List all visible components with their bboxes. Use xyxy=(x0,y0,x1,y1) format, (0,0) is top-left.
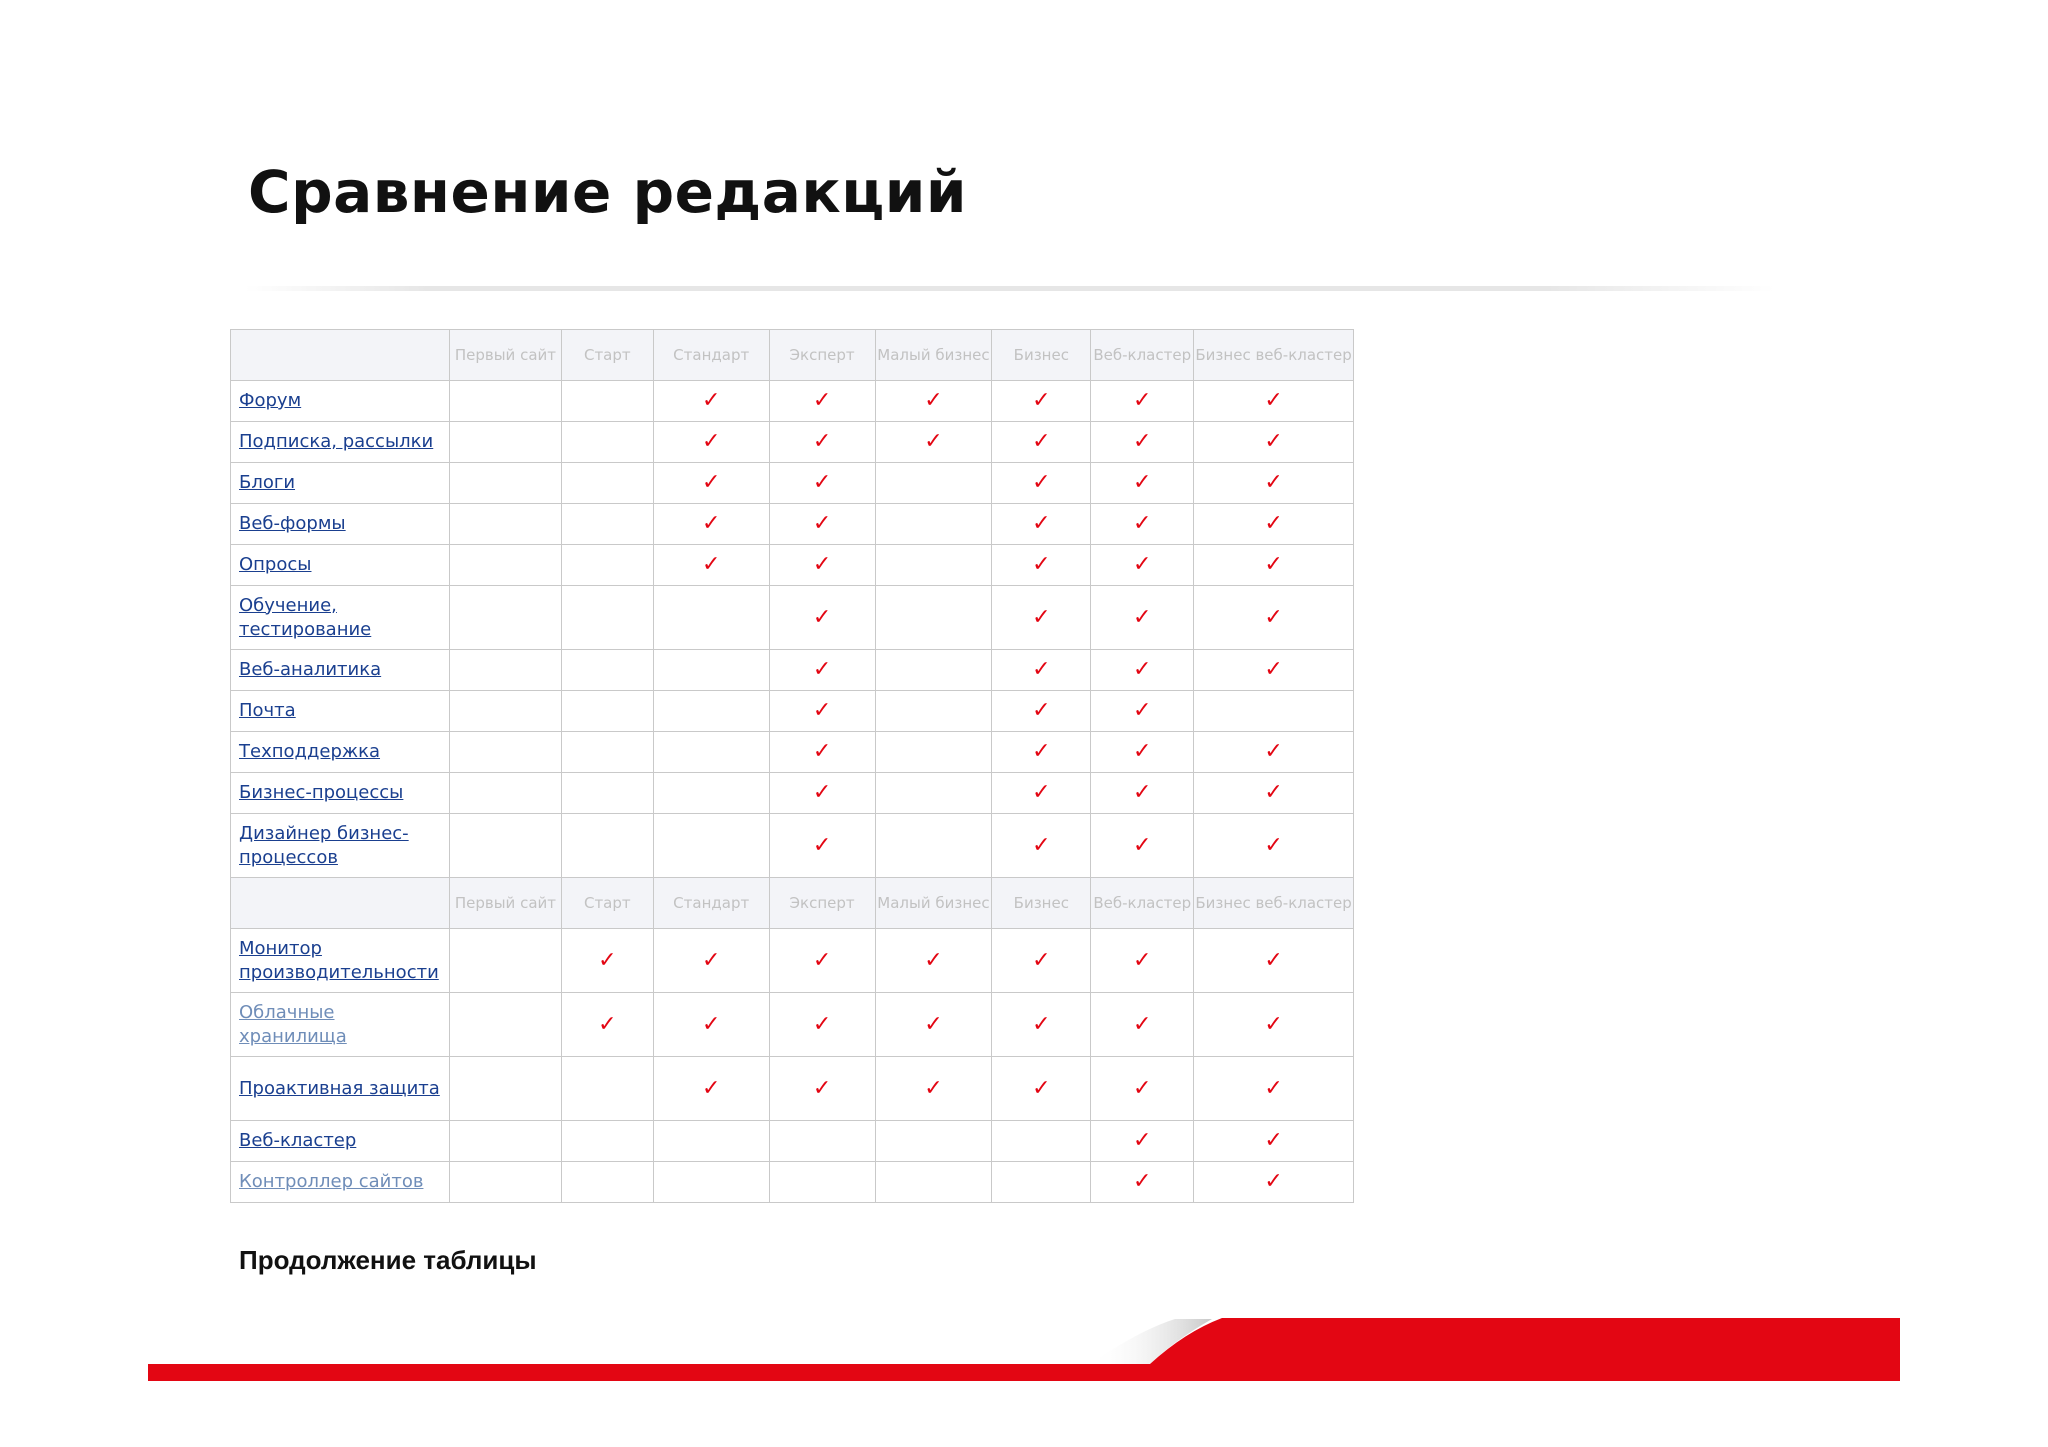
column-header: Первый сайт xyxy=(449,878,561,929)
checkmark-icon: ✓ xyxy=(812,1075,832,1101)
feature-link[interactable]: Дизайнер бизнес-процессов xyxy=(239,822,409,868)
checkmark-icon: ✓ xyxy=(924,388,943,413)
checkmark-icon: ✓ xyxy=(812,388,832,413)
checkmark-icon: ✓ xyxy=(1264,832,1283,858)
feature-link[interactable]: Веб-кластер xyxy=(239,1130,357,1151)
checkmark-icon: ✓ xyxy=(1264,1169,1283,1194)
checkmark-icon: ✓ xyxy=(812,657,832,682)
page-title: Сравнение редакций xyxy=(248,158,968,226)
checkmark-icon: ✓ xyxy=(1133,657,1152,682)
checkmark-icon: ✓ xyxy=(1264,739,1283,764)
checkmark-icon: ✓ xyxy=(1133,739,1152,764)
feature-link[interactable]: Техподдержка xyxy=(239,741,381,762)
checkmark-icon: ✓ xyxy=(1032,604,1051,630)
checkmark-icon: ✓ xyxy=(1032,657,1051,682)
checkmark-icon: ✓ xyxy=(812,739,832,764)
checkmark-icon: ✓ xyxy=(1264,947,1283,973)
checkmark-icon: ✓ xyxy=(924,429,943,454)
checkmark-icon: ✓ xyxy=(924,1011,943,1037)
checkmark-icon: ✓ xyxy=(1133,552,1152,577)
checkmark-icon: ✓ xyxy=(812,780,832,805)
checkmark-icon: ✓ xyxy=(1133,429,1152,454)
checkmark-icon: ✓ xyxy=(1133,780,1152,805)
checkmark-icon: ✓ xyxy=(1032,511,1051,536)
checkmark-icon: ✓ xyxy=(1032,552,1051,577)
checkmark-icon: ✓ xyxy=(1264,657,1283,682)
checkmark-icon: ✓ xyxy=(1264,511,1283,536)
checkmark-icon: ✓ xyxy=(1133,947,1152,973)
checkmark-icon: ✓ xyxy=(1133,1169,1152,1194)
checkmark-icon: ✓ xyxy=(1032,947,1051,973)
checkmark-icon: ✓ xyxy=(1264,604,1283,630)
checkmark-icon: ✓ xyxy=(1032,429,1051,454)
checkmark-icon: ✓ xyxy=(812,470,832,495)
column-header: Эксперт xyxy=(769,878,875,929)
column-header: Веб-кластер xyxy=(1091,330,1194,381)
feature-link[interactable]: Обучение, тестирование xyxy=(239,594,372,640)
checkmark-icon: ✓ xyxy=(1133,1128,1152,1153)
checkmark-icon: ✓ xyxy=(812,698,832,723)
checkmark-icon: ✓ xyxy=(1133,604,1152,630)
checkmark-icon: ✓ xyxy=(1032,1011,1051,1037)
checkmark-icon: ✓ xyxy=(812,552,832,577)
checkmark-icon: ✓ xyxy=(812,511,832,536)
checkmark-icon: ✓ xyxy=(598,1011,617,1037)
checkmark-icon: ✓ xyxy=(1133,388,1152,413)
feature-link[interactable]: Облачные хранилища xyxy=(239,1001,347,1047)
column-header: Старт xyxy=(561,878,653,929)
feature-link[interactable]: Опросы xyxy=(239,554,312,575)
checkmark-icon: ✓ xyxy=(1133,832,1152,858)
checkmark-icon: ✓ xyxy=(701,552,721,577)
checkmark-icon: ✓ xyxy=(1032,780,1051,805)
checkmark-icon: ✓ xyxy=(1264,1075,1283,1101)
checkmark-icon: ✓ xyxy=(1133,1075,1152,1101)
column-header: Бизнес xyxy=(992,878,1091,929)
column-header: Малый бизнес xyxy=(875,878,992,929)
checkmark-icon: ✓ xyxy=(1032,1075,1051,1101)
checkmark-icon: ✓ xyxy=(1133,470,1152,495)
checkmark-icon: ✓ xyxy=(1264,1128,1283,1153)
column-header: Малый бизнес xyxy=(875,330,992,381)
checkmark-icon: ✓ xyxy=(1133,698,1152,723)
checkmark-icon: ✓ xyxy=(1133,511,1152,536)
column-header: Веб-кластер xyxy=(1091,878,1194,929)
checkmark-icon: ✓ xyxy=(1133,1011,1152,1037)
feature-link[interactable]: Подписка, рассылки xyxy=(239,431,434,452)
checkmark-icon: ✓ xyxy=(924,947,943,973)
checkmark-icon: ✓ xyxy=(812,604,832,630)
feature-link[interactable]: Веб-аналитика xyxy=(239,659,382,680)
feature-link[interactable]: Блоги xyxy=(239,472,296,493)
checkmark-icon: ✓ xyxy=(1264,429,1283,454)
checkmark-icon: ✓ xyxy=(701,947,721,973)
checkmark-icon: ✓ xyxy=(812,1011,832,1037)
checkmark-icon: ✓ xyxy=(701,388,721,413)
column-header: Эксперт xyxy=(769,330,875,381)
checkmark-icon: ✓ xyxy=(1032,832,1051,858)
feature-link[interactable]: Почта xyxy=(239,700,296,721)
footer-red-band xyxy=(148,1318,1900,1381)
column-header: Стандарт xyxy=(653,878,769,929)
checkmark-icon: ✓ xyxy=(701,1075,721,1101)
feature-link[interactable]: Проактивная защита xyxy=(239,1077,440,1099)
checkmark-icon: ✓ xyxy=(598,947,617,973)
column-header: Старт xyxy=(561,330,653,381)
checkmark-icon: ✓ xyxy=(701,1011,721,1037)
checkmark-icon: ✓ xyxy=(701,511,721,536)
checkmark-icon: ✓ xyxy=(1032,698,1051,723)
feature-link[interactable]: Контроллер сайтов xyxy=(239,1171,424,1192)
checkmark-icon: ✓ xyxy=(1032,470,1051,495)
checkmark-icon: ✓ xyxy=(812,832,832,858)
feature-link[interactable]: Веб-формы xyxy=(239,513,346,534)
table-continuation-note: Продолжение таблицы xyxy=(239,1245,537,1275)
feature-link[interactable]: Бизнес-процессы xyxy=(239,782,404,803)
column-header: Бизнес веб-кластер xyxy=(1194,330,1354,381)
checkmark-icon: ✓ xyxy=(812,947,832,973)
column-header: Бизнес xyxy=(992,330,1091,381)
checkmark-icon: ✓ xyxy=(701,470,721,495)
checkmark-icon: ✓ xyxy=(1264,552,1283,577)
feature-link[interactable]: Форум xyxy=(239,390,302,411)
column-header: Первый сайт xyxy=(449,330,561,381)
checkmark-icon: ✓ xyxy=(924,1075,943,1101)
checkmark-icon: ✓ xyxy=(1032,739,1051,764)
column-header: Стандарт xyxy=(653,330,769,381)
column-header: Бизнес веб-кластер xyxy=(1194,878,1354,929)
checkmark-icon: ✓ xyxy=(1264,388,1283,413)
checkmark-icon: ✓ xyxy=(701,429,721,454)
feature-link[interactable]: Монитор производительности xyxy=(239,937,439,983)
checkmark-icon: ✓ xyxy=(1264,780,1283,805)
checkmark-icon: ✓ xyxy=(1264,470,1283,495)
checkmark-icon: ✓ xyxy=(812,429,832,454)
checkmark-icon: ✓ xyxy=(1264,1011,1283,1037)
checkmark-icon: ✓ xyxy=(1032,388,1051,413)
